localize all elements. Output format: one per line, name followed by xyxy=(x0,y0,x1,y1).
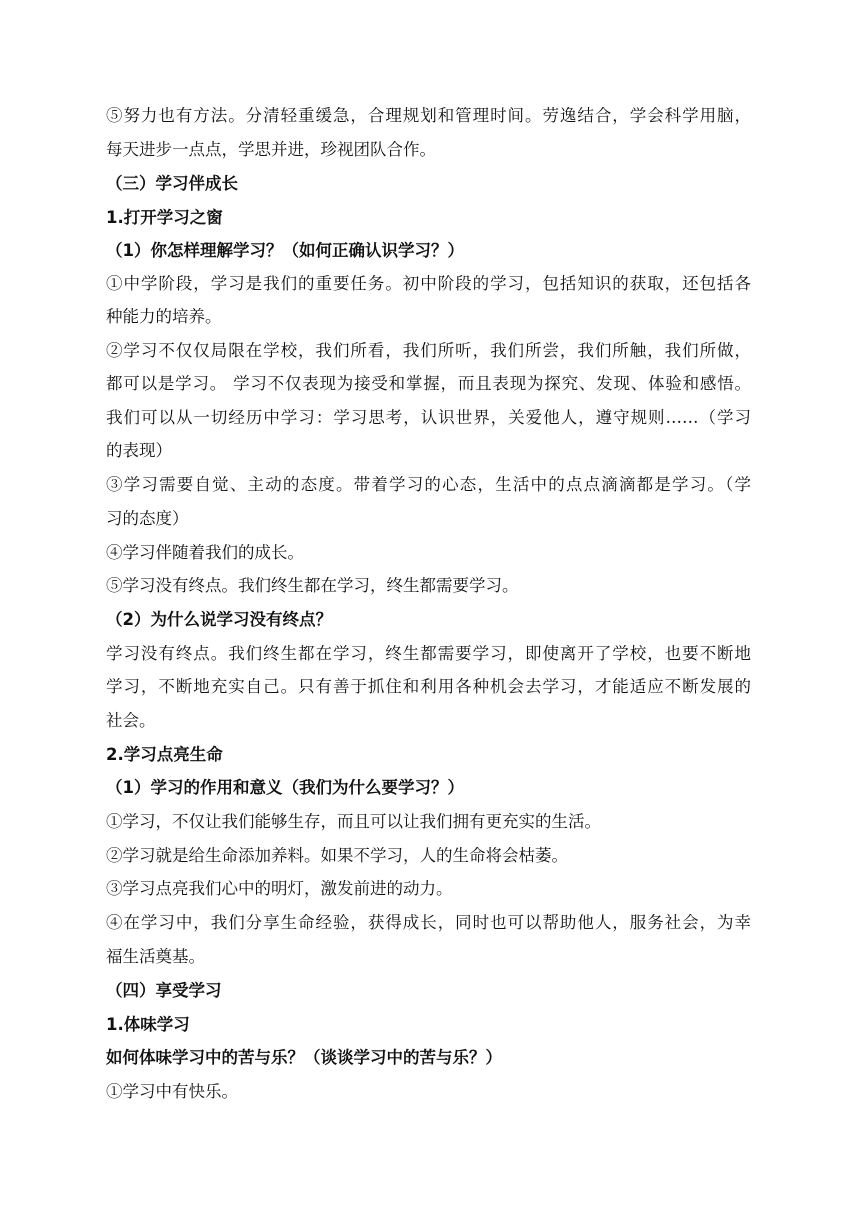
subsection-heading: 1.体味学习 xyxy=(106,1015,190,1034)
paragraph-line: 的表现） xyxy=(106,441,172,460)
paragraph-line: ②学习就是给生命添加养料。如果不学习，人的生命将会枯萎。 xyxy=(106,846,568,865)
paragraph-line: 学习，不断地充实自己。只有善于抓住和利用各种机会去学习，才能适应不断发展的 xyxy=(106,677,751,696)
section-heading: （三）学习伴成长 xyxy=(106,174,238,193)
question-heading: 如何体味学习中的苦与乐？（谈谈学习中的苦与乐？） xyxy=(106,1048,502,1067)
paragraph-line: 我们可以从一切经历中学习：学习思考，认识世界，关爱他人，遵守规则……（学习 xyxy=(106,408,751,427)
paragraph-line: ①学习中有快乐。 xyxy=(106,1082,238,1101)
section-heading: （四）享受学习 xyxy=(106,981,222,1000)
paragraph-line: 每天进步一点点，学思并进，珍视团队合作。 xyxy=(106,140,436,159)
paragraph-line: ②学习不仅仅局限在学校，我们所看，我们所听，我们所尝，我们所触，我们所做， xyxy=(106,341,751,360)
paragraph-line: 学习没有终点。我们终生都在学习，终生都需要学习，即使离开了学校，也要不断地 xyxy=(106,644,751,663)
paragraph-line: ④学习伴随着我们的成长。 xyxy=(106,543,304,562)
subsection-heading: 2.学习点亮生命 xyxy=(106,745,223,764)
paragraph-line: ①中学阶段，学习是我们的重要任务。初中阶段的学习，包括知识的获取，还包括各 xyxy=(106,274,751,293)
question-heading: （1）学习的作用和意义（我们为什么要学习？） xyxy=(106,778,464,797)
question-heading: （2）为什么说学习没有终点？ xyxy=(106,610,332,629)
paragraph-line: 福生活奠基。 xyxy=(106,947,205,966)
question-heading: （1）你怎样理解学习？（如何正确认识学习？） xyxy=(106,241,464,260)
paragraph-line: 都可以是学习。 学习不仅表现为接受和掌握，而且表现为探究、发现、体验和感悟。 xyxy=(106,374,751,393)
paragraph-line: ③学习点亮我们心中的明灯，激发前进的动力。 xyxy=(106,879,453,898)
paragraph-line: ④在学习中，我们分享生命经验，获得成长，同时也可以帮助他人，服务社会，为幸 xyxy=(106,913,751,932)
paragraph-line: 习的态度） xyxy=(106,509,189,528)
paragraph-line: ①学习，不仅让我们能够生存，而且可以让我们拥有更充实的生活。 xyxy=(106,812,601,831)
subsection-heading: 1.打开学习之窗 xyxy=(106,208,223,227)
paragraph-line: 种能力的培养。 xyxy=(106,307,222,326)
paragraph-line: ⑤学习没有终点。我们终生都在学习，终生都需要学习。 xyxy=(106,576,519,595)
paragraph-line: ⑤努力也有方法。分清轻重缓急，合理规划和管理时间。劳逸结合，学会科学用脑， xyxy=(106,106,751,125)
paragraph-line: ③学习需要自觉、主动的态度。带着学习的心态，生活中的点点滴滴都是学习。（学 xyxy=(106,475,751,494)
paragraph-line: 社会。 xyxy=(106,711,156,730)
